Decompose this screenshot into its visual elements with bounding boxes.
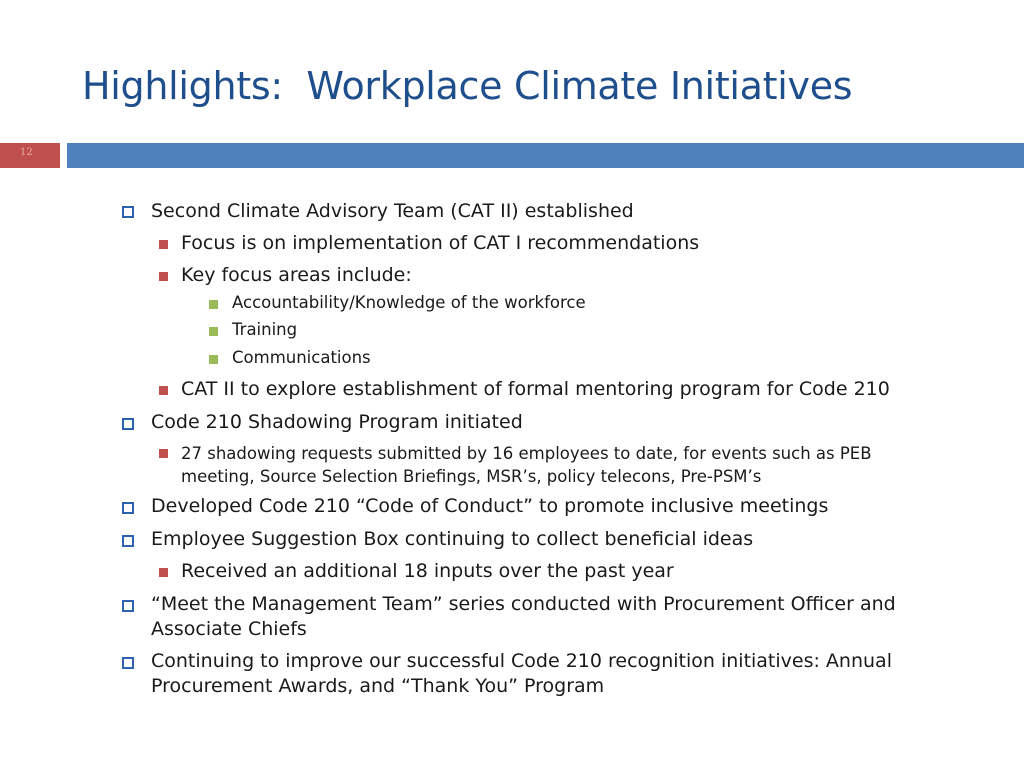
red-square-bullet-icon <box>159 449 168 458</box>
sub-bullet-item-line-2: meeting, Source Selection Briefings, MSR’s, policy telecons, Pre-PSM’s <box>181 467 762 486</box>
bullet-item: Developed Code 210 “Code of Conduct” to promote inclusive meetings <box>151 495 829 517</box>
red-square-bullet-icon <box>159 386 168 395</box>
red-square-bullet-icon <box>159 272 168 281</box>
bullet-item-line-1: “Meet the Management Team” series conducted with Procurement Officer and <box>151 593 896 615</box>
square-outline-bullet-icon <box>122 502 134 514</box>
sub-bullet-item: CAT II to explore establishment of formal mentoring program for Code 210 <box>181 378 890 400</box>
square-outline-bullet-icon <box>122 206 134 218</box>
bullet-item: Employee Suggestion Box continuing to collect beneficial ideas <box>151 528 754 550</box>
sub-sub-bullet-item: Accountability/Knowledge of the workforce <box>232 293 586 312</box>
sub-bullet-item: Focus is on implementation of CAT I recommendations <box>181 232 700 254</box>
green-square-bullet-icon <box>209 355 218 364</box>
square-outline-bullet-icon <box>122 535 134 547</box>
slide-title: Highlights: Workplace Climate Initiatives <box>82 64 853 108</box>
bullet-item-line-1: Continuing to improve our successful Code 210 recognition initiatives: Annual <box>151 650 892 672</box>
bullet-item: Second Climate Advisory Team (CAT II) established <box>151 200 634 222</box>
red-square-bullet-icon <box>159 240 168 249</box>
square-outline-bullet-icon <box>122 418 134 430</box>
square-outline-bullet-icon <box>122 657 134 669</box>
slide-number: 12 <box>20 147 33 158</box>
red-square-bullet-icon <box>159 568 168 577</box>
sub-sub-bullet-item: Training <box>232 320 298 339</box>
title-divider-bar <box>67 143 1024 168</box>
green-square-bullet-icon <box>209 327 218 336</box>
sub-bullet-item: Received an additional 18 inputs over the past year <box>181 560 674 582</box>
bullet-item: Code 210 Shadowing Program initiated <box>151 411 523 433</box>
bullet-item-line-2: Procurement Awards, and “Thank You” Program <box>151 675 605 697</box>
square-outline-bullet-icon <box>122 600 134 612</box>
green-square-bullet-icon <box>209 300 218 309</box>
sub-bullet-item-line-1: 27 shadowing requests submitted by 16 employees to date, for events such as PEB <box>181 444 872 463</box>
sub-sub-bullet-item: Communications <box>232 348 371 367</box>
sub-bullet-item: Key focus areas include: <box>181 264 412 286</box>
bullet-item-line-2: Associate Chiefs <box>151 618 307 640</box>
